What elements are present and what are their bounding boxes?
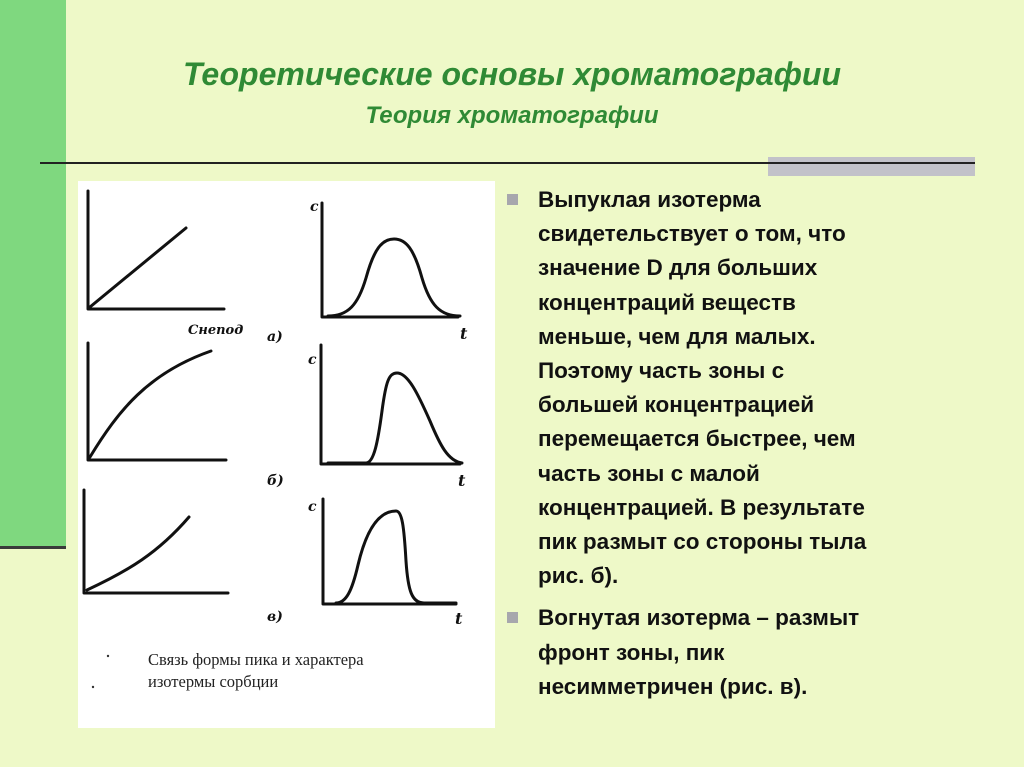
panel-label-b: б)	[267, 473, 284, 489]
chromatogram-b-axes	[321, 345, 460, 464]
peak-a-symmetric	[328, 239, 460, 316]
bullet-text-concave: Вогнутая изотерма – размыт фронт зоны, пик несимметричен (рис. в).	[538, 605, 860, 699]
figure-caption-line-1: Связь формы пика и характера	[148, 650, 364, 669]
isotherm-a	[88, 191, 224, 309]
chromatogram-a	[322, 203, 460, 317]
chromatogram-c-y-label: c	[308, 499, 317, 515]
slide-subtitle: Теория хроматографии	[365, 102, 659, 129]
chromatography-figure	[78, 181, 495, 728]
isotherm-axis-label: Cнепод	[188, 323, 244, 338]
isotherm-b-line-convex	[90, 351, 211, 457]
panel-label-c: в)	[267, 609, 283, 625]
panel-label-a: а)	[267, 329, 283, 345]
figure-drawing	[78, 181, 495, 728]
bullet-text-convex: Выпуклая изотерма свидетельствует о том, что значение D для больших концентраций веществ меньше, чем для малых. Поэтому часть зоны с большей концентрацией перемещается быстрее, чем часть зоны с малой концентрацией. В результате пик размыт со стороны тыла рис. б).	[538, 187, 867, 589]
chromatogram-a-axes	[322, 203, 458, 317]
chromatogram-c	[323, 499, 456, 604]
square-bullet-icon	[507, 612, 518, 623]
figure-caption	[148, 649, 478, 693]
isotherm-c	[84, 490, 228, 593]
chromatogram-b	[321, 345, 462, 464]
isotherm-b-axes	[88, 343, 226, 460]
isotherm-a-line-linear	[90, 228, 186, 307]
isotherm-c-line-concave	[87, 517, 189, 590]
peak-c-fronting	[336, 511, 456, 603]
title-divider	[40, 162, 975, 164]
peak-b-tailing	[328, 373, 462, 463]
chromatogram-a-y-label: c	[310, 199, 319, 215]
slide-title: Теоретические основы хроматографии	[182, 56, 842, 92]
figure-caption-line-2: изотермы сорбции	[148, 672, 279, 691]
bullet-item-convex	[500, 183, 980, 593]
chromatogram-b-x-label: t	[458, 471, 466, 490]
chromatogram-b-y-label: c	[308, 352, 317, 368]
bullet-list	[500, 183, 980, 712]
isotherm-c-axes	[84, 490, 228, 593]
square-bullet-icon	[507, 194, 518, 205]
divider-accent-bar	[768, 157, 975, 176]
isotherm-b	[88, 343, 226, 460]
chromatogram-c-axes	[323, 499, 456, 604]
bullet-item-concave	[500, 601, 980, 704]
left-bar-underline	[0, 546, 66, 549]
chromatogram-a-x-label: t	[460, 324, 468, 343]
chromatogram-c-x-label: t	[455, 609, 463, 628]
